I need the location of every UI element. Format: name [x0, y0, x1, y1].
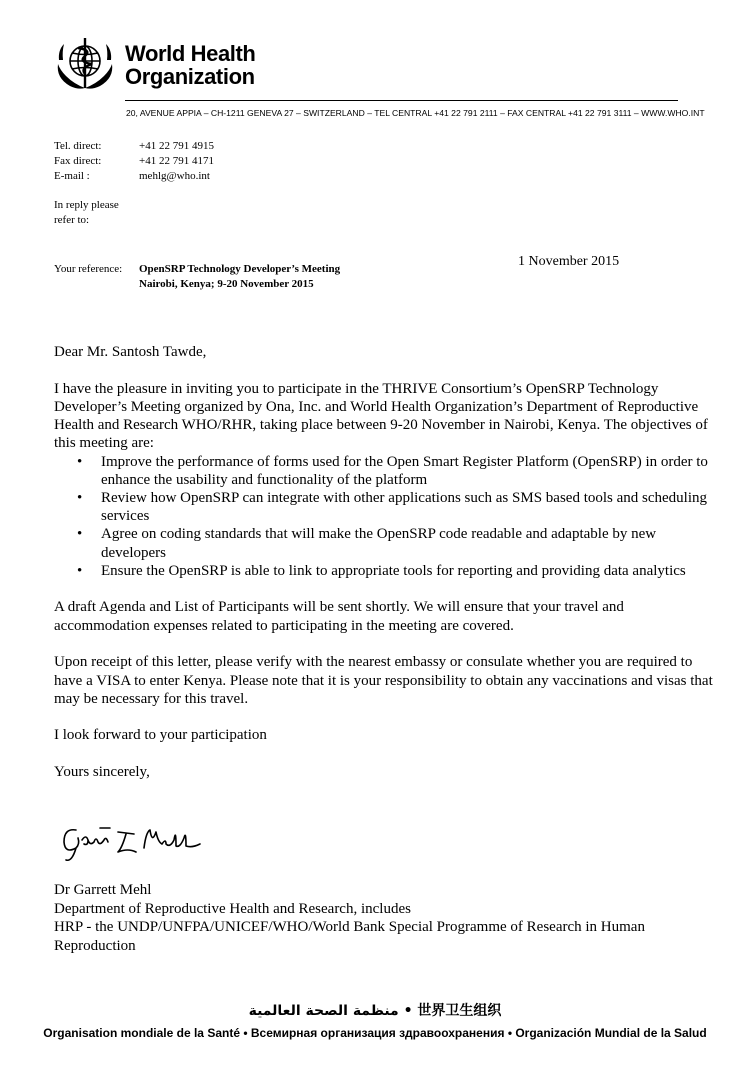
tel-value: +41 22 791 4915: [139, 140, 214, 152]
reply-line1: In reply please: [54, 199, 119, 211]
intro-paragraph: I have the pleasure in inviting you to participate in the THRIVE Consortium’s OpenSRP Technology Developer’s Meeting organized by Ona, Inc. and World Health Organization’s Department of Reproductive Health and Research WHO/RHR, taking place between 9-20 November in Nairobi, Kenya. The objectives of this meeting are:: [54, 380, 708, 452]
header-divider: [125, 100, 678, 101]
email-value[interactable]: mehlg@who.int: [139, 170, 210, 182]
contact-values: [139, 139, 214, 184]
your-reference-value: [139, 262, 340, 292]
signatory-programme: HRP - the UNDP/UNFPA/UNICEF/WHO/World Bank Special Programme of Research in Human Reproduction: [54, 919, 645, 954]
address-line: 20, AVENUE APPIA – CH-1211 GENEVA 27 – SWITZERLAND – TEL CENTRAL +41 22 791 2111 – FAX CENTRAL +41 22 791 3111 – WWW.WHO.INT: [126, 108, 705, 118]
your-reference-label: Your reference:: [54, 263, 123, 275]
signatory-department: Department of Reproductive Health and Research, includes: [54, 900, 411, 917]
valediction: Yours sincerely,: [54, 764, 150, 781]
handwritten-signature: [58, 818, 208, 866]
fax-label: Fax direct:: [54, 155, 102, 167]
org-name-line2: Organization: [125, 64, 255, 89]
contact-labels: [54, 139, 102, 184]
footer-multilingual-name: منظمة الصحة العالمية • 世界卫生组织: [248, 1003, 502, 1019]
your-ref-line2: Nairobi, Kenya; 9-20 November 2015: [139, 278, 314, 290]
email-label: E-mail :: [54, 170, 90, 182]
who-emblem-icon: [52, 34, 118, 92]
your-ref-line1: OpenSRP Technology Developer’s Meeting: [139, 263, 341, 275]
objective-item: • Agree on coding standards that will make the OpenSRP code readable and adaptable by new developers: [54, 525, 714, 561]
fax-value: +41 22 791 4171: [139, 155, 214, 167]
objective-item: • Ensure the OpenSRP is able to link to appropriate tools for reporting and providing data analytics: [54, 562, 714, 580]
signatory-block: [54, 881, 714, 955]
org-name-line1: World Health: [125, 41, 256, 66]
visa-paragraph: Upon receipt of this letter, please verify with the nearest embassy or consulate whether you are required to have a VISA to enter Kenya. Please note that it is your responsibility to obtain any vaccinations and visas that may be necessary for this travel.: [54, 654, 713, 707]
tel-label: Tel. direct:: [54, 140, 102, 152]
organization-name: [125, 42, 255, 88]
salutation: Dear Mr. Santosh Tawde,: [54, 344, 207, 360]
reply-reference-label: [54, 198, 119, 228]
letter-date: 1 November 2015: [518, 254, 620, 269]
reply-line2: refer to:: [54, 214, 90, 226]
closing-paragraph: I look forward to your participation: [54, 727, 267, 744]
footer-european-names: Organisation mondiale de la Santé • Всемирная организация здравоохранения • Organización Mundial de la Salud: [43, 1026, 707, 1040]
objective-item: • Improve the performance of forms used for the Open Smart Register Platform (OpenSRP) in order to enhance the usability and functionality of the platform: [54, 453, 714, 489]
objectives-list: [54, 453, 714, 580]
objective-item: • Review how OpenSRP can integrate with other applications such as SMS based tools and scheduling services: [54, 489, 714, 525]
signatory-name: Dr Garrett Mehl: [54, 882, 152, 898]
agenda-paragraph: A draft Agenda and List of Participants will be sent shortly. We will ensure that your travel and accommodation expenses related to participating in the meeting are covered.: [54, 599, 624, 634]
letter-body: [54, 343, 714, 781]
